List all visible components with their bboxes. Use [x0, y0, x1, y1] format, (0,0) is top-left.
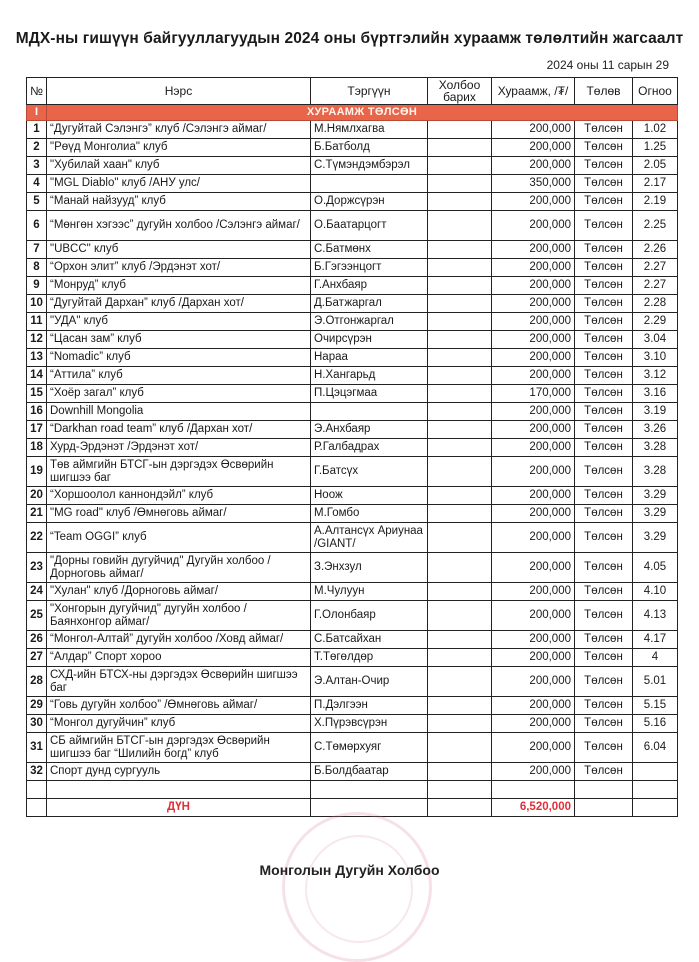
payment-date: 5.15 — [633, 697, 678, 715]
contact-info — [428, 583, 492, 601]
empty-cell — [633, 799, 678, 817]
payment-status: Төлсөн — [575, 331, 633, 349]
contact-info — [428, 715, 492, 733]
payment-date: 2.27 — [633, 277, 678, 295]
organization-name: "УДА" клуб — [47, 313, 311, 331]
organization-name: СХД-ийн БТСХ-ны дэргэдэх Өсвөрийн шигшээ баг — [47, 667, 311, 697]
row-number: 10 — [27, 295, 47, 313]
row-number: 6 — [27, 211, 47, 241]
table-row — [27, 241, 678, 259]
row-number: 1 — [27, 121, 47, 139]
contact-info — [428, 733, 492, 763]
fee-amount: 200,000 — [492, 295, 575, 313]
contact-info — [428, 121, 492, 139]
table-row — [27, 649, 678, 667]
table-row — [27, 553, 678, 583]
row-number: 13 — [27, 349, 47, 367]
row-number: 32 — [27, 763, 47, 781]
fee-amount: 200,000 — [492, 421, 575, 439]
row-number: 27 — [27, 649, 47, 667]
contact-info — [428, 295, 492, 313]
row-number: 19 — [27, 457, 47, 487]
table-row — [27, 331, 678, 349]
payment-date: 2.28 — [633, 295, 678, 313]
organization-name: “Монгол-Алтай” дугуйн холбоо /Ховд аймаг/ — [47, 631, 311, 649]
payment-date: 1.02 — [633, 121, 678, 139]
table-row — [27, 385, 678, 403]
head-person: Ноож — [311, 487, 428, 505]
row-number: 8 — [27, 259, 47, 277]
fee-amount: 200,000 — [492, 157, 575, 175]
head-person: С.Түмэндэмбэрэл — [311, 157, 428, 175]
row-number: 17 — [27, 421, 47, 439]
empty-cell — [47, 781, 311, 799]
table-row — [27, 277, 678, 295]
contact-info — [428, 313, 492, 331]
header-status: Төлөв — [575, 78, 633, 105]
contact-info — [428, 421, 492, 439]
contact-info — [428, 649, 492, 667]
head-person: Э.Анхбаяр — [311, 421, 428, 439]
fee-amount: 200,000 — [492, 241, 575, 259]
row-number: 29 — [27, 697, 47, 715]
header-head: Тэргүүн — [311, 78, 428, 105]
table-row — [27, 583, 678, 601]
organization-name: СБ аймгийн БТСГ-ын дэргэдэх Өсвөрийн шигшээ баг “Шилийн богд” клуб — [47, 733, 311, 763]
payment-status: Төлсөн — [575, 313, 633, 331]
payment-status: Төлсөн — [575, 367, 633, 385]
table-header-row — [27, 78, 678, 105]
organization-name: "Рөүд Монголиа" клуб — [47, 139, 311, 157]
head-person — [311, 175, 428, 193]
contact-info — [428, 241, 492, 259]
fee-amount: 200,000 — [492, 439, 575, 457]
organization-name: “Дугуйтай Дархан” клуб /Дархан хот/ — [47, 295, 311, 313]
contact-info — [428, 553, 492, 583]
head-person: Б.Батболд — [311, 139, 428, 157]
fee-amount: 200,000 — [492, 277, 575, 295]
header-name: Нэрс — [47, 78, 311, 105]
blank-row — [27, 781, 678, 799]
head-person: Г.Олонбаяр — [311, 601, 428, 631]
payment-status: Төлсөн — [575, 649, 633, 667]
payment-status: Төлсөн — [575, 175, 633, 193]
table-row — [27, 211, 678, 241]
table-row — [27, 367, 678, 385]
fee-amount: 200,000 — [492, 667, 575, 697]
row-number: 30 — [27, 715, 47, 733]
table-row — [27, 439, 678, 457]
head-person: Т.Төгөлдөр — [311, 649, 428, 667]
fee-amount: 200,000 — [492, 601, 575, 631]
payment-status: Төлсөн — [575, 583, 633, 601]
head-person: Н.Хангарьд — [311, 367, 428, 385]
head-person: Х.Пүрэвсүрэн — [311, 715, 428, 733]
organization-name: “Team OGGI” клуб — [47, 523, 311, 553]
head-person: Г.Батсүх — [311, 457, 428, 487]
table-row — [27, 715, 678, 733]
row-number: 12 — [27, 331, 47, 349]
payment-date: 2.27 — [633, 259, 678, 277]
table-row — [27, 259, 678, 277]
payment-date: 3.12 — [633, 367, 678, 385]
fee-amount: 200,000 — [492, 139, 575, 157]
payment-date: 3.26 — [633, 421, 678, 439]
section-title: ХУРААМЖ ТӨЛСӨН — [47, 105, 678, 121]
payment-date: 3.28 — [633, 457, 678, 487]
organization-name: “Nomadic” клуб — [47, 349, 311, 367]
empty-cell — [575, 799, 633, 817]
payment-status: Төлсөн — [575, 505, 633, 523]
head-person — [311, 403, 428, 421]
payment-status: Төлсөн — [575, 157, 633, 175]
organization-name: “Дугуйтай Сэлэнгэ” клуб /Сэлэнгэ аймаг/ — [47, 121, 311, 139]
table-row — [27, 523, 678, 553]
payment-status: Төлсөн — [575, 295, 633, 313]
fee-payment-table — [26, 77, 678, 817]
payment-status: Төлсөн — [575, 385, 633, 403]
header-fee: Хураамж, /₮/ — [492, 78, 575, 105]
contact-info — [428, 601, 492, 631]
payment-status: Төлсөн — [575, 457, 633, 487]
total-label: ДҮН — [47, 799, 311, 817]
payment-date: 2.25 — [633, 211, 678, 241]
seal-stamp-inner-ring — [305, 835, 413, 943]
payment-status: Төлсөн — [575, 211, 633, 241]
contact-info — [428, 349, 492, 367]
row-number: 22 — [27, 523, 47, 553]
payment-status: Төлсөн — [575, 259, 633, 277]
contact-info — [428, 505, 492, 523]
empty-cell — [575, 781, 633, 799]
row-number: 7 — [27, 241, 47, 259]
row-number: 26 — [27, 631, 47, 649]
row-number: 5 — [27, 193, 47, 211]
payment-status: Төлсөн — [575, 601, 633, 631]
organization-name: “Мөнгөн хэгээс” дугуйн холбоо /Сэлэнгэ аймаг/ — [47, 211, 311, 241]
row-number: 2 — [27, 139, 47, 157]
head-person: Э.Отгонжаргал — [311, 313, 428, 331]
table-row — [27, 313, 678, 331]
organization-name: “Аттила” клуб — [47, 367, 311, 385]
organization-name: “Алдар” Спорт хороо — [47, 649, 311, 667]
row-number: 23 — [27, 553, 47, 583]
fee-amount: 200,000 — [492, 403, 575, 421]
organization-name: Төв аймгийн БТСГ-ын дэргэдэх Өсвөрийн шигшээ баг — [47, 457, 311, 487]
organization-name: "UBCC" клуб — [47, 241, 311, 259]
row-number: 21 — [27, 505, 47, 523]
table-row — [27, 505, 678, 523]
payment-status: Төлсөн — [575, 139, 633, 157]
total-amount: 6,520,000 — [492, 799, 575, 817]
contact-info — [428, 523, 492, 553]
head-person: П.Дэлгээн — [311, 697, 428, 715]
payment-date: 2.05 — [633, 157, 678, 175]
payment-status: Төлсөн — [575, 241, 633, 259]
fee-amount: 200,000 — [492, 457, 575, 487]
contact-info — [428, 367, 492, 385]
head-person: Р.Галбадрах — [311, 439, 428, 457]
payment-date: 3.28 — [633, 439, 678, 457]
organization-name: "Хубилай хаан" клуб — [47, 157, 311, 175]
head-person: Э.Алтан-Очир — [311, 667, 428, 697]
contact-info — [428, 667, 492, 697]
row-number: 20 — [27, 487, 47, 505]
header-no: № — [27, 78, 47, 105]
payment-date: 4.05 — [633, 553, 678, 583]
organization-name: "Дорны говийн дугуйчид" Дугуйн холбоо /Дорноговь аймаг/ — [47, 553, 311, 583]
seal-stamp — [282, 812, 432, 962]
contact-info — [428, 385, 492, 403]
table-row — [27, 763, 678, 781]
fee-amount: 200,000 — [492, 259, 575, 277]
payment-status: Төлсөн — [575, 733, 633, 763]
payment-date: 2.29 — [633, 313, 678, 331]
contact-info — [428, 211, 492, 241]
payment-date: 4.10 — [633, 583, 678, 601]
payment-date: 3.10 — [633, 349, 678, 367]
section-number: I — [27, 105, 47, 121]
table-row — [27, 697, 678, 715]
organization-name: “Орхон элит” клуб /Эрдэнэт хот/ — [47, 259, 311, 277]
fee-amount: 200,000 — [492, 523, 575, 553]
payment-status: Төлсөн — [575, 277, 633, 295]
payment-status: Төлсөн — [575, 439, 633, 457]
head-person: Б.Гэгээнцогт — [311, 259, 428, 277]
contact-info — [428, 139, 492, 157]
organization-name: “Монгол дугуйчин” клуб — [47, 715, 311, 733]
payment-date: 4.17 — [633, 631, 678, 649]
row-number: 16 — [27, 403, 47, 421]
head-person: Очирсүрэн — [311, 331, 428, 349]
organization-name: “Хоршоолол каннондэйл” клуб — [47, 487, 311, 505]
contact-info — [428, 697, 492, 715]
head-person: Нараа — [311, 349, 428, 367]
head-person: С.Батмөнх — [311, 241, 428, 259]
table-row — [27, 403, 678, 421]
empty-cell — [311, 781, 428, 799]
organization-name: “Цасан зам” клуб — [47, 331, 311, 349]
head-person: С.Батсайхан — [311, 631, 428, 649]
document-title: МДХ-ны гишүүн байгууллагуудын 2024 оны бүртгэлийн хураамж төлөлтийн жагсаалт — [15, 30, 684, 47]
payment-date: 5.01 — [633, 667, 678, 697]
organization-name: “Говь дугуйн холбоо” /Өмнөговь аймаг/ — [47, 697, 311, 715]
table-row — [27, 733, 678, 763]
head-person: М.Чулуун — [311, 583, 428, 601]
empty-cell — [428, 799, 492, 817]
organization-name: “Darkhan road team” клуб /Дархан хот/ — [47, 421, 311, 439]
section-row-paid — [27, 105, 678, 121]
organization-name: “Монруд” клуб — [47, 277, 311, 295]
empty-cell — [27, 799, 47, 817]
fee-amount: 200,000 — [492, 583, 575, 601]
row-number: 14 — [27, 367, 47, 385]
head-person: С.Төмөрхуяг — [311, 733, 428, 763]
payment-status: Төлсөн — [575, 697, 633, 715]
fee-amount: 350,000 — [492, 175, 575, 193]
head-person: П.Цэцэгмаа — [311, 385, 428, 403]
empty-cell — [633, 781, 678, 799]
head-person: З.Энхзул — [311, 553, 428, 583]
fee-amount: 200,000 — [492, 733, 575, 763]
payment-date — [633, 763, 678, 781]
organization-name: "MG road" клуб /Өмнөговь аймаг/ — [47, 505, 311, 523]
fee-amount: 200,000 — [492, 211, 575, 241]
organization-name: "Хулан" клуб /Дорноговь аймаг/ — [47, 583, 311, 601]
fee-amount: 200,000 — [492, 697, 575, 715]
contact-info — [428, 763, 492, 781]
organization-name: "Хонгорын дугуйчид" дугуйн холбоо /Баянхонгор аймаг/ — [47, 601, 311, 631]
payment-status: Төлсөн — [575, 349, 633, 367]
empty-cell — [27, 781, 47, 799]
fee-amount: 200,000 — [492, 631, 575, 649]
organization-name: “Манай найзууд” клуб — [47, 193, 311, 211]
head-person: Б.Болдбаатар — [311, 763, 428, 781]
table-row — [27, 295, 678, 313]
table-row — [27, 139, 678, 157]
organization-signature: Монголын Дугуйн Холбоо — [259, 862, 440, 878]
payment-date: 3.29 — [633, 523, 678, 553]
organization-name: "MGL Diablo" клуб /АНУ улс/ — [47, 175, 311, 193]
organization-name: Хурд-Эрдэнэт /Эрдэнэт хот/ — [47, 439, 311, 457]
fee-amount: 200,000 — [492, 553, 575, 583]
fee-amount: 200,000 — [492, 763, 575, 781]
table-row — [27, 175, 678, 193]
payment-status: Төлсөн — [575, 523, 633, 553]
fee-amount: 200,000 — [492, 193, 575, 211]
row-number: 18 — [27, 439, 47, 457]
organization-name: “Хоёр загал” клуб — [47, 385, 311, 403]
head-person: О.Баатарцогт — [311, 211, 428, 241]
empty-cell — [428, 781, 492, 799]
payment-date: 3.29 — [633, 505, 678, 523]
contact-info — [428, 457, 492, 487]
payment-date: 1.25 — [633, 139, 678, 157]
payment-status: Төлсөн — [575, 667, 633, 697]
payment-date: 2.26 — [633, 241, 678, 259]
payment-date: 3.16 — [633, 385, 678, 403]
payment-date: 5.16 — [633, 715, 678, 733]
contact-info — [428, 193, 492, 211]
fee-amount: 200,000 — [492, 505, 575, 523]
contact-info — [428, 403, 492, 421]
contact-info — [428, 439, 492, 457]
payment-status: Төлсөн — [575, 121, 633, 139]
payment-status: Төлсөн — [575, 403, 633, 421]
payment-status: Төлсөн — [575, 193, 633, 211]
head-person: Г.Анхбаяр — [311, 277, 428, 295]
fee-amount: 200,000 — [492, 331, 575, 349]
head-person: А.Алтансүх Ариунаа /GIANT/ — [311, 523, 428, 553]
organization-name: Спорт дунд сургууль — [47, 763, 311, 781]
payment-status: Төлсөн — [575, 553, 633, 583]
fee-amount: 200,000 — [492, 121, 575, 139]
payment-date: 3.29 — [633, 487, 678, 505]
document-date: 2024 оны 11 сарын 29 — [546, 58, 669, 72]
row-number: 4 — [27, 175, 47, 193]
row-number: 3 — [27, 157, 47, 175]
payment-status: Төлсөн — [575, 763, 633, 781]
payment-date: 6.04 — [633, 733, 678, 763]
fee-amount: 200,000 — [492, 367, 575, 385]
table-row — [27, 457, 678, 487]
contact-info — [428, 277, 492, 295]
row-number: 25 — [27, 601, 47, 631]
table-row — [27, 349, 678, 367]
head-person: О.Доржсүрэн — [311, 193, 428, 211]
payment-status: Төлсөн — [575, 421, 633, 439]
head-person: Д.Батжаргал — [311, 295, 428, 313]
row-number: 15 — [27, 385, 47, 403]
header-contact: Холбоо барих — [428, 78, 492, 105]
contact-info — [428, 631, 492, 649]
payment-status: Төлсөн — [575, 631, 633, 649]
fee-amount: 200,000 — [492, 649, 575, 667]
fee-amount: 200,000 — [492, 349, 575, 367]
table-row — [27, 193, 678, 211]
row-number: 9 — [27, 277, 47, 295]
table-row — [27, 667, 678, 697]
table-row — [27, 157, 678, 175]
header-date: Огноо — [633, 78, 678, 105]
contact-info — [428, 259, 492, 277]
row-number: 24 — [27, 583, 47, 601]
payment-date: 2.17 — [633, 175, 678, 193]
payment-date: 3.04 — [633, 331, 678, 349]
contact-info — [428, 175, 492, 193]
row-number: 31 — [27, 733, 47, 763]
head-person: М.Гомбо — [311, 505, 428, 523]
payment-status: Төлсөн — [575, 487, 633, 505]
table-row — [27, 631, 678, 649]
fee-amount: 200,000 — [492, 313, 575, 331]
row-number: 28 — [27, 667, 47, 697]
table-row — [27, 601, 678, 631]
table-row — [27, 421, 678, 439]
contact-info — [428, 487, 492, 505]
payment-date: 4 — [633, 649, 678, 667]
payment-date: 2.19 — [633, 193, 678, 211]
fee-amount: 170,000 — [492, 385, 575, 403]
contact-info — [428, 331, 492, 349]
payment-date: 3.19 — [633, 403, 678, 421]
empty-cell — [492, 781, 575, 799]
table-row — [27, 121, 678, 139]
row-number: 11 — [27, 313, 47, 331]
payment-date: 4.13 — [633, 601, 678, 631]
fee-amount: 200,000 — [492, 715, 575, 733]
contact-info — [428, 157, 492, 175]
fee-amount: 200,000 — [492, 487, 575, 505]
table-row — [27, 487, 678, 505]
organization-name: Downhill Mongolia — [47, 403, 311, 421]
payment-status: Төлсөн — [575, 715, 633, 733]
head-person: М.Нямлхагва — [311, 121, 428, 139]
